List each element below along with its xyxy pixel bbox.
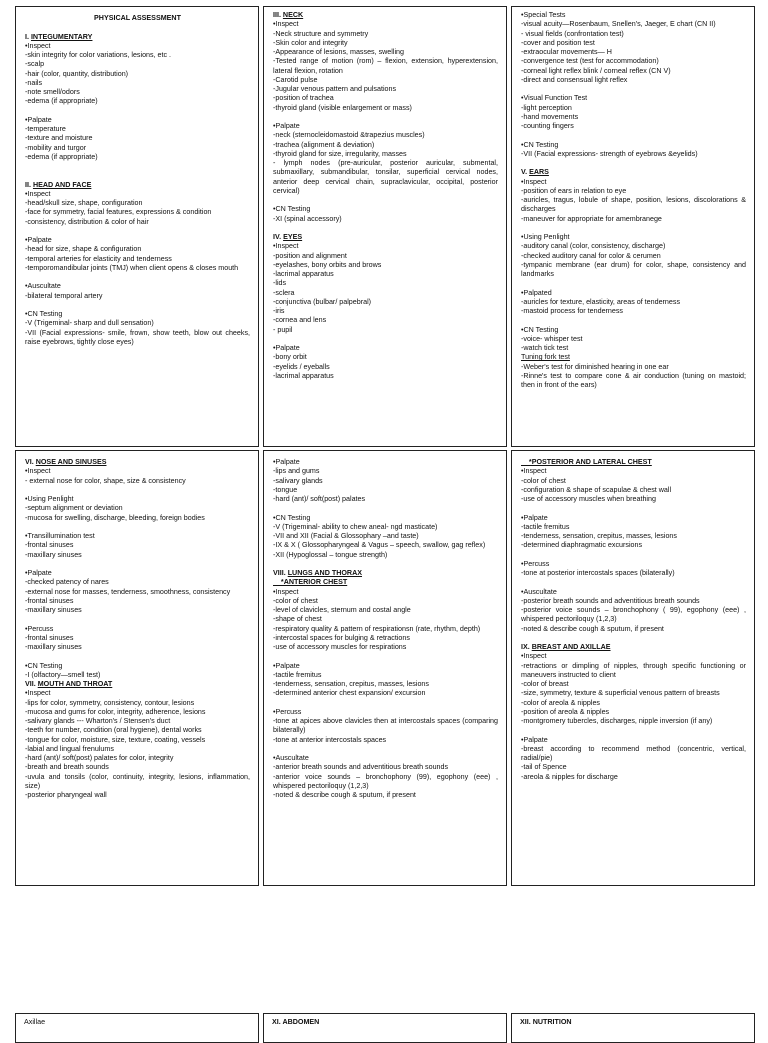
list-item: •Inspect bbox=[25, 467, 51, 476]
list-item: -frontal sinuses bbox=[25, 633, 74, 642]
list-item: -convergence test (test for accommodation) bbox=[521, 57, 659, 66]
section-title: MOUTH AND THROAT bbox=[37, 680, 113, 688]
section-title: EYES bbox=[283, 233, 303, 241]
spacer bbox=[25, 486, 250, 495]
list-item: -Jugular venous pattern and pulsations bbox=[273, 85, 397, 93]
list-item: -respiratory quality & pattern of respirationsn (rate, rhythm, depth) bbox=[273, 624, 481, 633]
list-item: •Palpate bbox=[273, 344, 300, 352]
list-item: -cover and position test bbox=[521, 38, 595, 47]
list-item: •Inspect bbox=[273, 242, 299, 251]
section-cell-neck-eyes bbox=[263, 6, 507, 447]
section-heading bbox=[273, 11, 498, 20]
list-item: •CN Testing bbox=[521, 325, 559, 334]
list-item: •Inspect bbox=[25, 41, 51, 50]
list-item: -Tested range of motion (rom) – flexion, extension, hyperextension, lateral flexion, rotation bbox=[273, 57, 498, 75]
list-item: -lips for color, symmetry, consistency, contour, lesions bbox=[25, 698, 195, 707]
section-title: NECK bbox=[282, 11, 304, 19]
list-item: -lips and gums bbox=[273, 467, 320, 476]
list-item: - lymph nodes (pre-auricular, posterior auricular, submental, submaxillary, submandibular, tonsilar, superficial cervical nodes, anterior deep cervical chain, supraclavicular, occipital, posterior cervical) bbox=[273, 159, 498, 195]
list-item: -lids bbox=[273, 279, 287, 288]
list-item: -retractions or dimpling of nipples, through specific functioning or maneuvers instructed to client bbox=[521, 661, 746, 679]
list-item: -hard (ant)/ soft(post) palates for color, integrity bbox=[25, 754, 174, 762]
list-item: -skin integrity for color variations, lesions, etc . bbox=[25, 51, 172, 59]
list-item: -checked auditory canal for color & cerumen bbox=[521, 251, 661, 260]
list-item: -salivary glands --- Wharton's / Stensen's duct bbox=[25, 717, 171, 725]
list-item: -use of accessory muscles when breathing bbox=[521, 495, 656, 503]
spacer bbox=[273, 224, 498, 233]
subheading: *ANTERIOR CHEST bbox=[273, 578, 348, 587]
list-item: •Auscultate bbox=[521, 587, 557, 596]
list-item: -determined anterior chest expansion/ excursion bbox=[273, 689, 426, 698]
section-number: I. bbox=[25, 32, 31, 41]
list-item: •Inspect bbox=[25, 689, 51, 698]
list-item: •Transillumination test bbox=[25, 532, 95, 540]
list-item: •CN Testing bbox=[273, 513, 311, 522]
list-item: •Palpate bbox=[273, 661, 300, 670]
spacer bbox=[25, 560, 250, 569]
list-item: -level of clavicles, sternum and costal angle bbox=[273, 606, 411, 614]
list-item: -head for size, shape & configuration bbox=[25, 245, 142, 254]
list-item: -shape of chest bbox=[273, 615, 322, 624]
list-item: -position of ears in relation to eye bbox=[521, 186, 627, 195]
list-item: -IX & X ( Glossopharyngeal & Vagus – speech, swallow, gag reflex) bbox=[273, 541, 486, 550]
section-heading bbox=[25, 680, 250, 689]
list-item: -light perception bbox=[521, 103, 572, 112]
list-item: -labial and lingual frenulums bbox=[25, 744, 114, 753]
list-item: •Palpate bbox=[273, 458, 300, 466]
list-item: -tone at anterior intercostals spaces bbox=[273, 735, 387, 744]
list-item: •Palpate bbox=[25, 569, 52, 577]
section-number: V. bbox=[521, 168, 530, 177]
list-item: -montgromery tubercles, discharges, nipple inversion (if any) bbox=[521, 717, 713, 725]
spacer bbox=[25, 227, 250, 236]
list-item: •Inspect bbox=[273, 20, 299, 29]
list-item: •Percuss bbox=[521, 559, 550, 568]
section-title: NOSE AND SINUSES bbox=[35, 458, 107, 466]
spacer bbox=[273, 699, 498, 708]
spacer bbox=[521, 504, 746, 513]
list-item: -tenderness, sensation, crepitus, masses, lesions bbox=[521, 532, 677, 540]
list-item: -bony orbit bbox=[273, 353, 307, 362]
list-item: - pupil bbox=[273, 325, 293, 334]
section-number: IV. bbox=[273, 233, 284, 241]
spacer bbox=[25, 301, 250, 310]
page-title: PHYSICAL ASSESSMENT bbox=[94, 14, 181, 22]
spacer bbox=[273, 560, 498, 569]
section-cell-nose-mouth bbox=[15, 450, 259, 886]
list-item: -bilateral temporal artery bbox=[25, 291, 103, 300]
list-item: -tactile fremitus bbox=[521, 522, 570, 531]
list-item: -cornea and lens bbox=[273, 316, 327, 325]
list-item: •Inspect bbox=[521, 652, 547, 661]
list-item: -frontal sinuses bbox=[25, 541, 74, 550]
list-item: -position of trachea bbox=[273, 94, 334, 103]
spacer bbox=[273, 196, 498, 205]
list-item: -temporal arteries for elasticity and tenderness bbox=[25, 254, 172, 263]
list-item: -eyelids / eyeballs bbox=[273, 362, 330, 371]
section-title: HEAD AND FACE bbox=[32, 180, 92, 189]
list-item: •Percuss bbox=[273, 707, 302, 716]
section-cell-eyes-ears bbox=[511, 6, 755, 447]
spacer bbox=[25, 615, 250, 624]
section-number: IX. bbox=[521, 643, 532, 651]
list-item: •Inspect bbox=[521, 467, 547, 476]
subheading: Tuning fork test bbox=[521, 353, 570, 362]
list-item: •Palpate bbox=[521, 735, 548, 744]
list-item: -Weber's test for diminished hearing in one ear bbox=[521, 362, 669, 371]
list-item: -teeth for number, condition (oral hygiene), dental works bbox=[25, 726, 202, 735]
subheading: *POSTERIOR AND LATERAL CHEST bbox=[521, 458, 652, 466]
list-item: •Palpate bbox=[521, 513, 548, 522]
list-item: •Palpate bbox=[25, 236, 52, 244]
footer-mid-text: XI. ABDOMEN bbox=[272, 1018, 320, 1026]
list-item: •CN Testing bbox=[273, 205, 311, 214]
section-heading bbox=[273, 569, 498, 578]
list-item: -trachea (alignment & deviation) bbox=[273, 140, 375, 149]
section-heading bbox=[521, 168, 746, 177]
spacer bbox=[25, 652, 250, 661]
footer-right-text: XII. NUTRITION bbox=[520, 1018, 572, 1026]
list-item: -position of areola & nipples bbox=[521, 707, 610, 716]
section-cell-chest-breast bbox=[511, 450, 755, 886]
list-item: -color of chest bbox=[521, 476, 566, 485]
footer-cell-left bbox=[15, 1013, 259, 1043]
list-item: -head/skull size, shape, configuration bbox=[25, 199, 143, 207]
section-number: VIII. bbox=[273, 569, 288, 577]
list-item: -corneal light reflex blink / corneal reflex (CN V) bbox=[521, 66, 671, 75]
footer-cell-right bbox=[511, 1013, 755, 1043]
list-item: -thyroid gland (visible enlargement or mass) bbox=[273, 103, 412, 112]
spacer bbox=[521, 85, 746, 94]
list-item: -V (Trigeminal- ability to chew aneal- ngd masticate) bbox=[273, 522, 438, 531]
list-item: -mobility and turgor bbox=[25, 143, 87, 152]
list-item: •Palpate bbox=[25, 115, 52, 124]
list-item: -Rinne's test to compare cone & air conduction (tuning on mastoid; then in front of the ears) bbox=[521, 371, 746, 389]
list-item: -lacrimal apparatus bbox=[273, 270, 334, 278]
list-item: -tone at posterior intercostals spaces (bilaterally) bbox=[521, 569, 675, 577]
list-item: -checked patency of nares bbox=[25, 578, 109, 587]
list-item: -position and alignment bbox=[273, 251, 347, 260]
spacer bbox=[25, 23, 250, 32]
list-item: -posterior breath sounds and adventitious breath sounds bbox=[521, 596, 700, 605]
spacer bbox=[273, 504, 498, 513]
list-item: •Percuss bbox=[25, 624, 54, 633]
list-item: -tail of Spence bbox=[521, 763, 567, 772]
list-item: •Palpated bbox=[521, 288, 552, 297]
list-item: -direct and consensual light reflex bbox=[521, 75, 628, 84]
list-item: -maxillary sinuses bbox=[25, 643, 82, 651]
list-item: -Appearance of lesions, masses, swelling bbox=[273, 48, 404, 56]
spacer bbox=[25, 107, 250, 116]
section-number: VI. bbox=[25, 458, 36, 466]
list-item: -tympanic membrane (ear drum) for color, shape, consistency and landmarks bbox=[521, 260, 746, 278]
spacer bbox=[273, 652, 498, 661]
list-item: -edema (if appropriate) bbox=[25, 97, 98, 106]
list-item: -breath and breath sounds bbox=[25, 763, 109, 772]
spacer bbox=[273, 335, 498, 344]
list-item: •CN Testing bbox=[25, 310, 63, 318]
list-item: -nails bbox=[25, 78, 43, 87]
list-item: -posterior voice sounds – bronchophony ( 99), egophony (eee) , whispered pectoriloquy (1,2,3) bbox=[521, 606, 746, 624]
list-item: -configuration & shape of scapulae & chest wall bbox=[521, 485, 672, 494]
spacer bbox=[521, 634, 746, 643]
list-item: -face for symmetry, facial features, expressions & condition bbox=[25, 208, 212, 217]
list-item: -note smell/odors bbox=[25, 88, 80, 96]
list-item: -Carotid pulse bbox=[273, 75, 318, 84]
spacer bbox=[25, 523, 250, 532]
list-item: •Auscultate bbox=[25, 282, 61, 291]
spacer bbox=[521, 279, 746, 288]
list-item: - visual fields (confrontation test) bbox=[521, 29, 624, 38]
section-title: EARS bbox=[529, 168, 549, 177]
list-item: •Inspect bbox=[25, 189, 51, 198]
list-item: -iris bbox=[273, 307, 285, 315]
list-item: -mucosa and gums for color, integrity, adherence, lesions bbox=[25, 707, 206, 716]
spacer bbox=[25, 162, 250, 181]
list-item: •Inspect bbox=[521, 177, 547, 186]
list-item: - external nose for color, shape, size & consistency bbox=[25, 476, 186, 485]
spacer bbox=[273, 745, 498, 754]
list-item: -frontal sinuses bbox=[25, 596, 74, 605]
list-item: -counting fingers bbox=[521, 122, 574, 130]
section-heading bbox=[521, 643, 746, 652]
list-item: -neck (sternocleidomastoid &trapezius muscles) bbox=[273, 131, 425, 140]
list-item: -extraocular movements— H bbox=[521, 48, 612, 56]
list-item: -salivary glands bbox=[273, 476, 323, 485]
list-item: -noted & describe cough & sputum, if present bbox=[273, 791, 416, 799]
list-item: -lacrimal apparatus bbox=[273, 371, 334, 380]
list-item: -mastoid process for tenderness bbox=[521, 307, 623, 315]
list-item: -hard (ant)/ soft(post) palates bbox=[273, 495, 366, 503]
section-title: LUNGS AND THORAX bbox=[287, 569, 363, 577]
list-item: -temperature bbox=[25, 125, 66, 133]
list-item: -septum alignment or deviation bbox=[25, 504, 123, 513]
list-item: •Using Penlight bbox=[25, 495, 74, 503]
list-item: -external nose for masses, tenderness, smoothness, consistency bbox=[25, 587, 231, 596]
list-item: -edema (if appropriate) bbox=[25, 152, 98, 161]
spacer bbox=[521, 131, 746, 140]
list-item: -visual acuity—Rosenbaum, Snellen's, Jaeger, E chart (CN II) bbox=[521, 20, 716, 29]
list-item: -XII (Hypoglossal – tongue strength) bbox=[273, 550, 388, 559]
section-heading bbox=[273, 233, 498, 242]
spacer bbox=[521, 224, 746, 233]
section-number: II. bbox=[25, 180, 33, 189]
list-item: -Neck structure and symmetry bbox=[273, 29, 369, 38]
list-item: -breast according to recommend method (concentric, vertical, radial/pie) bbox=[521, 744, 746, 762]
list-item: -posterior pharyngeal wall bbox=[25, 791, 107, 799]
list-item: -VII (Facial expressions- smile, frown, show teeth, blow out cheeks, raise eyebrows, tightly close eyes) bbox=[25, 328, 250, 346]
list-item: -watch tick test bbox=[521, 344, 569, 352]
list-item: -conjunctiva (bulbar/ palpebral) bbox=[273, 297, 372, 306]
section-number: III. bbox=[273, 11, 283, 19]
spacer bbox=[521, 316, 746, 325]
list-item: -color of chest bbox=[273, 596, 318, 605]
list-item: -maxillary sinuses bbox=[25, 606, 82, 614]
spacer bbox=[521, 551, 746, 560]
list-item: -maneuver for appropriate for amembranege bbox=[521, 214, 662, 223]
list-item: -tongue for color, moisture, size, texture, coating, vessels bbox=[25, 735, 206, 744]
list-item: -texture and moisture bbox=[25, 134, 93, 143]
list-item: •Visual Function Test bbox=[521, 94, 588, 103]
list-item: -intercostal spaces for bulging & retractions bbox=[273, 633, 410, 642]
list-item: -hand movements bbox=[521, 112, 579, 121]
list-item: •CN Testing bbox=[521, 140, 559, 149]
list-item: -anterior breath sounds and adventitious breath sounds bbox=[273, 763, 449, 772]
list-item: -hair (color, quantity, distribution) bbox=[25, 69, 129, 78]
list-item: -areola & nipples for discharge bbox=[521, 772, 618, 781]
spacer bbox=[521, 578, 746, 587]
list-item: -VII (Facial expressions- strength of eyebrows &eyelids) bbox=[521, 149, 698, 158]
section-title: BREAST AND AXILLAE bbox=[531, 643, 611, 651]
list-item: -auricles for texture, elasticity, areas of tenderness bbox=[521, 297, 681, 306]
list-item: -color of areola & nipples bbox=[521, 698, 600, 707]
list-item: -tactile fremitus bbox=[273, 670, 322, 679]
list-item: -size, symmetry, texture & superficial venous pattern of breasts bbox=[521, 689, 720, 698]
list-item: -V (Trigeminal- sharp and dull sensation) bbox=[25, 319, 154, 328]
list-item: -consistency, distribution & color of hair bbox=[25, 217, 149, 226]
list-item: •Palpate bbox=[273, 122, 300, 130]
list-item: -auditory canal (color, consistency, discharge) bbox=[521, 242, 666, 251]
list-item: •Special Tests bbox=[521, 11, 566, 19]
list-item: •Using Penlight bbox=[521, 233, 570, 241]
section-heading bbox=[25, 181, 250, 190]
list-item: -tongue bbox=[273, 485, 298, 494]
list-item: -tone at apices above clavicles then at intercostals spaces (comparing bilaterally) bbox=[273, 717, 498, 735]
list-item: •Inspect bbox=[273, 587, 299, 596]
list-item: -mucosa for swelling, discharge, bleeding, foreign bodies bbox=[25, 513, 205, 522]
spacer bbox=[521, 726, 746, 735]
list-item: -thyroid gland for size, irregularity, masses bbox=[273, 149, 407, 158]
list-item: -maxillary sinuses bbox=[25, 550, 82, 559]
section-title: INTEGUMENTARY bbox=[30, 32, 93, 41]
list-item: -temporomandibular joints (TMJ) when client opens & closes mouth bbox=[25, 263, 239, 272]
list-item: -anterior voice sounds – bronchophony (99), egophony (eee) , whispered pectoriloquy (1,2,3) bbox=[273, 772, 498, 790]
list-item: -color of breast bbox=[521, 680, 569, 688]
list-item: -noted & describe cough & sputum, if present bbox=[521, 624, 664, 633]
section-cell-integumentary-head bbox=[15, 6, 259, 447]
section-heading bbox=[25, 458, 250, 467]
spacer bbox=[25, 273, 250, 282]
list-item: -scalp bbox=[25, 60, 45, 69]
list-item: -I (olfactory—smell test) bbox=[25, 670, 101, 679]
footer-cell-mid bbox=[263, 1013, 507, 1043]
section-number: VII. bbox=[25, 680, 38, 688]
section-heading bbox=[25, 33, 250, 42]
list-item: -auricles, tragus, lobule of shape, position, lesions, discolorations & discharges bbox=[521, 196, 746, 214]
list-item: •CN Testing bbox=[25, 661, 63, 670]
section-cell-mouth-lungs bbox=[263, 450, 507, 886]
list-item: -eyelashes, bony orbits and brows bbox=[273, 260, 382, 269]
list-item: -use of accessory muscles for respirations bbox=[273, 643, 407, 651]
list-item: •Auscultate bbox=[273, 754, 309, 762]
list-item: -voice- whisper test bbox=[521, 334, 583, 343]
list-item: -sclera bbox=[273, 288, 295, 297]
footer-left-text: Axillae bbox=[24, 1018, 46, 1026]
list-item: -VII and XII (Facial & Glossophary –and taste) bbox=[273, 532, 419, 540]
list-item: -XI (spinal accessory) bbox=[273, 214, 342, 223]
spacer bbox=[521, 159, 746, 168]
list-item: -Skin color and integrity bbox=[273, 38, 348, 47]
list-item: -uvula and tonsils (color, continuity, integrity, lesions, inflammation, size) bbox=[25, 772, 250, 790]
list-item: -tenderness, sensation, crepitus, masses, lesions bbox=[273, 680, 429, 688]
spacer bbox=[273, 113, 498, 122]
list-item: -determined diaphragmatic excursions bbox=[521, 541, 643, 550]
